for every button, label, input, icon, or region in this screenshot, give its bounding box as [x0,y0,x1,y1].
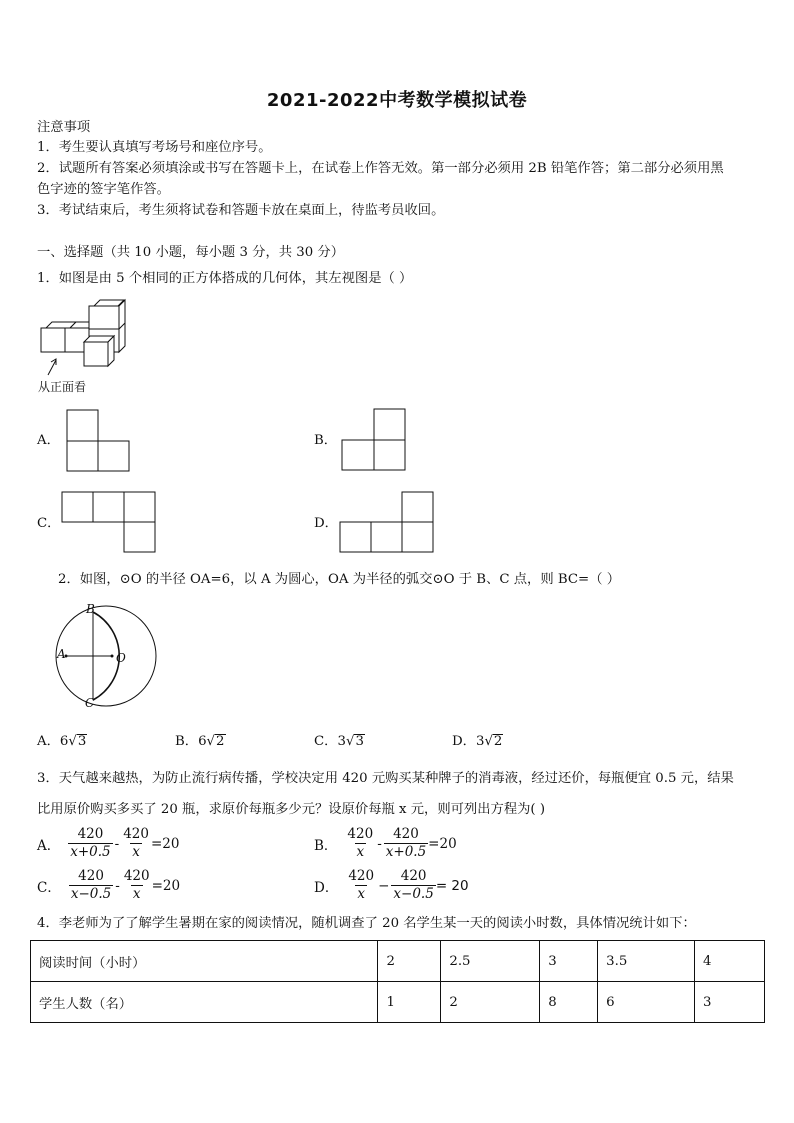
q2-option-c: C．3√3 [314,734,364,749]
q2-label-a: A [57,647,66,661]
q3-stem-line-1: 3．天气越来越热，为防止流行病传播，学校决定用 420 元购买某种牌子的消毒液，经过还价，每瓶便宜 0.5 元，结果 [37,771,734,786]
q2-stem: 2．如图，⊙O 的半径 OA=6，以 A 为圆心，OA 为半径的弧交⊙O 于 B、C 点，则 BC=（ ） [58,572,621,587]
q1-option-a-figure [66,409,132,473]
q1-figure-caption: 从正面看 [38,380,87,394]
q2-label-c: C [85,696,95,710]
table-row [31,982,765,1023]
table-cell: 2.5 [441,941,540,982]
q2-option-d: D．3√2 [452,734,503,749]
q3-option-c: C． $\frac{420}{x-0.5}$ - $\frac{420}{x}$ =20 [37,868,181,902]
q1-option-c-label: C． [37,516,61,531]
q1-option-b-figure [341,408,409,472]
q1-stem: 1．如图是由 5 个相同的正方体搭成的几何体，其左视图是（ ） [37,271,413,286]
q1-option-c-figure [61,491,157,555]
table-cell: 学生人数（名） [31,982,378,1023]
table-cell: 3.5 [598,941,695,982]
q2-label-b: B [86,602,95,616]
table-cell: 3 [695,982,765,1023]
notes-heading: 注意事项 [37,120,91,135]
q1-option-b-label: B． [314,433,338,448]
q3-option-a: A． $\frac{420}{x+0.5}$ - $\frac{420}{x}$ =20 [37,826,180,860]
q4-reading-table [30,940,765,1023]
table-cell: 2 [378,941,441,982]
table-cell: 1 [378,982,441,1023]
page-title: 2021-2022中考数学模拟试卷 [266,90,528,111]
note-line-1: 1．考生要认真填写考场号和座位序号。 [37,140,272,155]
note-line-4: 3．考试结束后，考生须将试卷和答题卡放在桌面上，待监考员收回。 [37,203,445,218]
q1-option-d-figure [339,491,435,555]
table-cell: 阅读时间（小时） [31,941,378,982]
q2-label-o: O [116,651,126,665]
table-row [31,941,765,982]
table-cell: 8 [540,982,598,1023]
q3-option-b: B． $\frac{420}{x}$ - $\frac{420}{x+0.5}$ =20 [314,826,457,860]
q2-option-b: B．6√2 [175,734,225,749]
table-cell: 6 [598,982,695,1023]
note-line-2: 2．试题所有答案必须填涂或书写在答题卡上，在试卷上作答无效。第一部分必须用 2B 铅笔作答；第二部分必须用黑 [37,161,724,176]
q2-circle-figure [52,600,162,710]
q3-stem-line-2: 比用原价购买多买了 20 瓶，求原价每瓶多少元？设原价每瓶 x 元，则可列出方程为( ) [37,802,546,817]
table-cell: 4 [695,941,765,982]
q3-option-d: D． $\frac{420}{x}$ − $\frac{420}{x-0.5}$ = 20 [314,868,469,902]
note-line-3: 色字迹的签字笔作答。 [37,182,170,197]
section-heading: 一、选择题（共 10 小题，每小题 3 分，共 30 分） [37,245,345,260]
q1-option-a-label: A． [37,433,60,448]
table-cell: 3 [540,941,598,982]
q4-stem: 4．李老师为了了解学生暑期在家的阅读情况，随机调查了 20 名学生某一天的阅读小时数，具体情况统计如下： [37,916,696,931]
q1-option-d-label: D． [314,516,338,531]
table-cell: 2 [441,982,540,1023]
q2-option-a: A．6√3 [37,734,87,749]
